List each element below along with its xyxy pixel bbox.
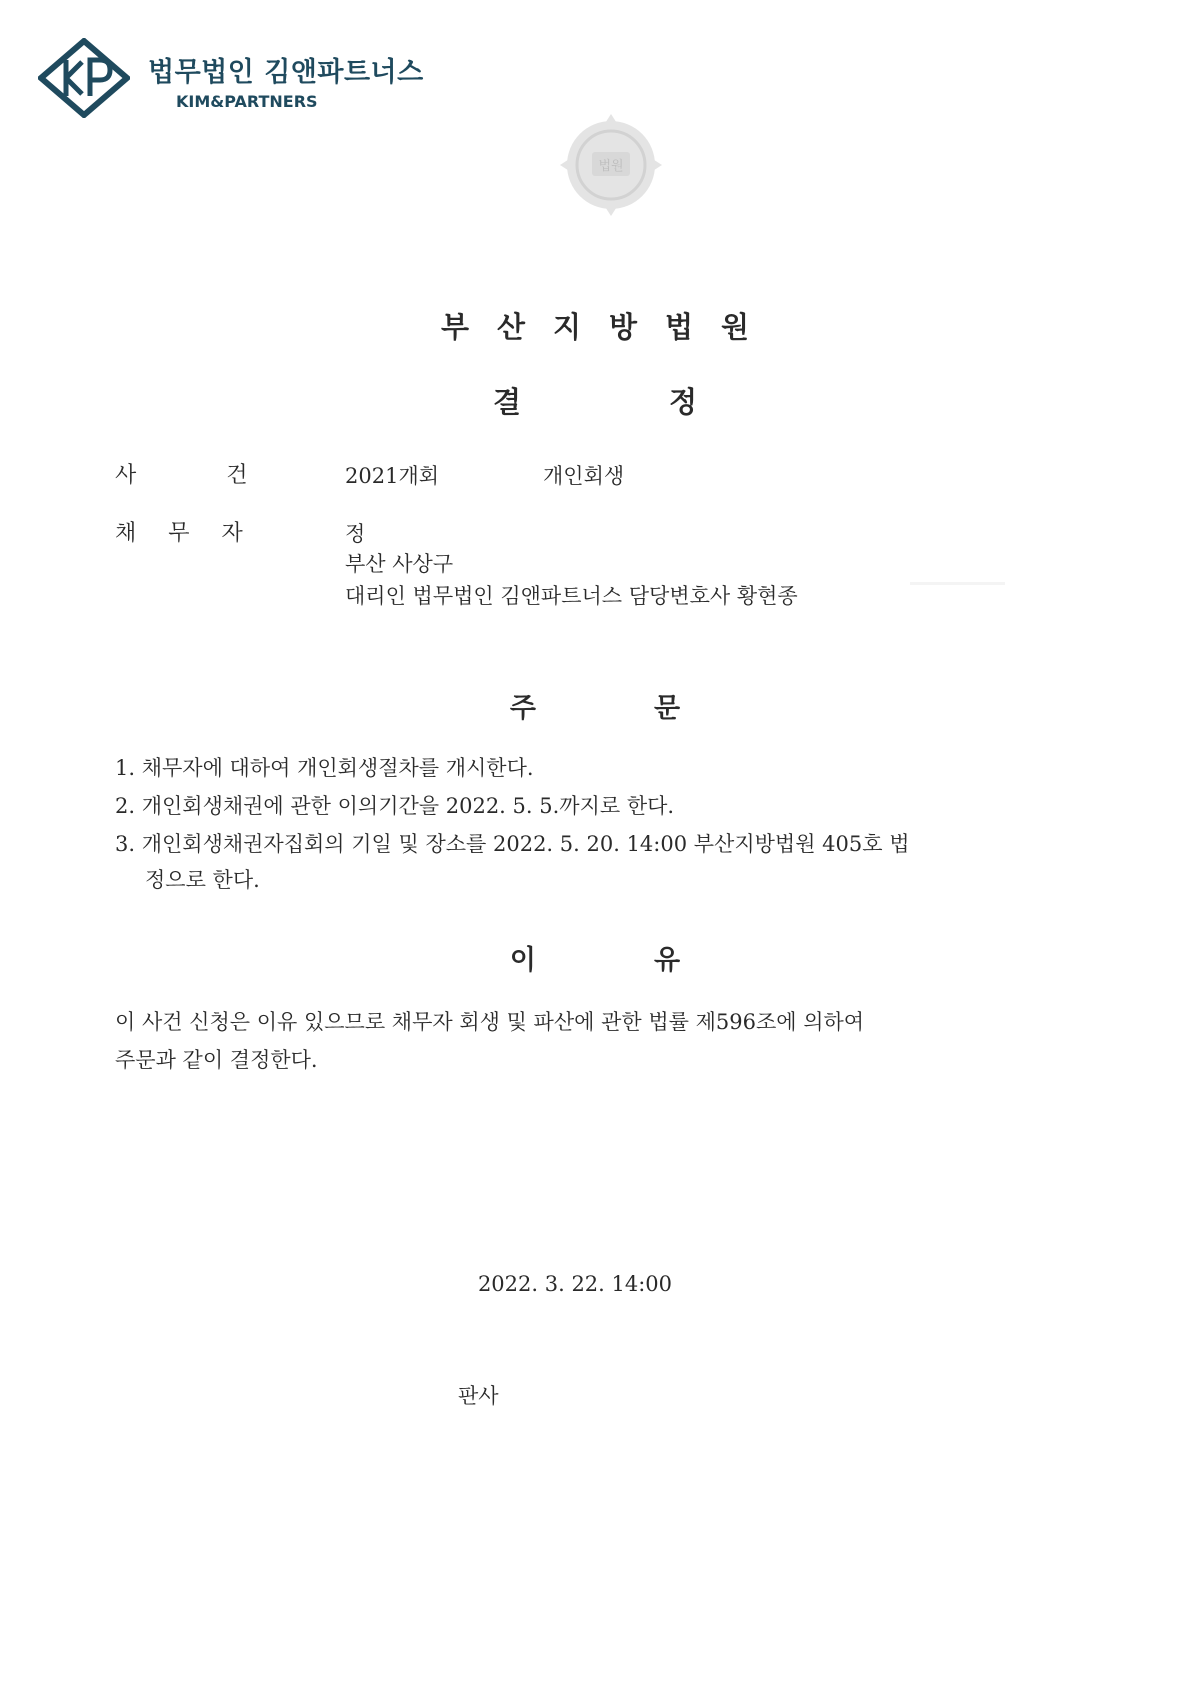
debtor-label: 채무자 — [115, 521, 275, 546]
logo-english-name: KIM&PARTNERS — [176, 92, 318, 111]
debtor-address: 부산 사상구 — [345, 552, 454, 576]
decision-date: 2022. 3. 22. 14:00 — [477, 1272, 673, 1296]
judge-label: 판사 — [458, 1384, 499, 1408]
law-firm-logo — [38, 38, 424, 118]
order-item-3: 3. 개인회생채권자집회의 기일 및 장소를 2022. 5. 20. 14:00 부산지방법원 405호 법 — [115, 832, 910, 856]
case-number: 2021개회 — [345, 464, 440, 488]
court-name: 부산지방법원 — [440, 310, 778, 344]
order-heading: 주문 — [509, 693, 799, 724]
case-type: 개인회생 — [543, 464, 625, 488]
debtor-name: 정 — [345, 522, 366, 546]
court-seal-watermark — [556, 110, 666, 220]
order-item-1: 1. 채무자에 대하여 개인회생절차를 개시한다. — [115, 756, 534, 780]
case-label: 사건 — [115, 463, 338, 488]
order-item-3-continuation: 정으로 한다. — [145, 868, 260, 892]
document-type: 결정 — [492, 385, 846, 419]
reason-line-1: 이 사건 신청은 이유 있으므로 채무자 회생 및 파산에 관한 법률 제596조에 의하여 — [115, 1010, 865, 1034]
redacted-area — [910, 582, 1005, 585]
debtor-agent: 대리인 법무법인 김앤파트너스 담당변호사 황현종 — [345, 584, 798, 608]
logo-korean-name: 법무법인 김앤파트너스 — [148, 57, 424, 88]
reason-heading: 이유 — [509, 945, 799, 976]
kim-partners-emblem-icon — [38, 38, 130, 118]
seal-text: 법원 — [598, 159, 624, 174]
court-seal-icon — [556, 110, 666, 220]
reason-line-2: 주문과 같이 결정한다. — [115, 1048, 318, 1072]
order-item-2: 2. 개인회생채권에 관한 이의기간을 2022. 5. 5.까지로 한다. — [115, 794, 675, 818]
